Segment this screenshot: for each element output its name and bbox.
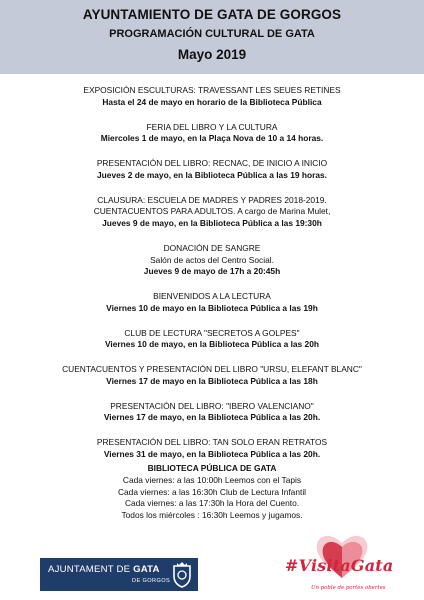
crest-icon — [171, 561, 193, 588]
event-item — [0, 158, 424, 181]
library-item: Todos los miércoles : 16:30h Leemos y jugamos. — [121, 510, 303, 521]
header-month: Mayo 2019 — [177, 47, 247, 62]
header-subtitle: PROGRAMACIÓN CULTURAL DE GATA — [109, 28, 315, 40]
ajuntament-logo-sub: DE GORGOS — [132, 578, 171, 584]
event-item — [0, 291, 424, 314]
event-item — [0, 437, 424, 460]
ajuntament-logo-name: AJUNTAMENT DE GATA — [48, 564, 160, 575]
library-section — [0, 463, 424, 522]
event-item — [0, 401, 424, 424]
event-line: FERIA DEL LIBRO Y LA CULTURA — [146, 121, 278, 132]
visita-gata-logo — [281, 530, 394, 596]
event-date: Jueves 9 de mayo, en la Biblioteca Pública a las 19:30h — [102, 217, 322, 228]
event-date: Viernes 31 de mayo, en la Biblioteca Pública a las 20h. — [103, 448, 321, 459]
event-item — [0, 195, 424, 230]
event-date: Miercoles 1 de mayo, en la Plaça Nova de 10 a 14 horas. — [100, 133, 324, 144]
event-date: Viernes 17 de mayo, en la Biblioteca Pública a las 20h. — [103, 412, 321, 423]
visita-gata-tag: #VisitaGata — [285, 556, 394, 575]
library-title: BIBLIOTECA PÚBLICA DE GATA — [147, 463, 277, 473]
library-item: Cada viernes: a las 17:30h la Hora del Cuento. — [124, 498, 300, 509]
event-line: PRESENTACIÓN DEL LIBRO: "IBERO VALENCIANO" — [110, 400, 314, 411]
library-item: Cada viernes: a las 16:30h Club de Lectura Infantil — [117, 486, 307, 497]
event-date: Viernes 10 de mayo, en la Biblioteca Pública a las 20h — [105, 339, 319, 350]
event-item — [0, 85, 424, 108]
header-title: AYUNTAMIENTO DE GATA DE GORGOS — [82, 7, 342, 22]
event-line: CLUB DE LECTURA "SECRETOS A GOLPES" — [124, 327, 300, 338]
event-line: DONACIÓN DE SANGRE — [163, 242, 261, 253]
event-item — [0, 243, 424, 278]
event-line: EXPOSICIÓN ESCULTURAS: TRAVESSANT LES SEUES RETINES — [83, 85, 341, 95]
event-line: PRESENTACIÓN DEL LIBRO: RECNAC, DE INICIO A INICIO — [96, 158, 328, 169]
event-date: Viernes 17 de mayo en la Biblioteca Pública a las 18h — [106, 375, 318, 386]
event-list — [0, 85, 424, 474]
library-item: Cada viernes: a las 10:00h Leemos con el Tapis — [122, 474, 302, 485]
event-line: CLAUSURA: ESCUELA DE MADRES Y PADRES 2018-2019. — [97, 194, 327, 205]
event-item — [0, 122, 424, 145]
event-line: PRESENTACIÓN DEL LIBRO: TAN SOLO ERAN RETRATOS — [96, 437, 328, 448]
event-date: Jueves 9 de mayo de 17h a 20:45h — [143, 266, 281, 277]
event-item — [0, 328, 424, 351]
event-line: CUENTACUENTOS PARA ADULTOS. A cargo de Marina Mulet, — [93, 206, 331, 217]
visita-gata-slogan: Un poble de portes obertes — [311, 585, 386, 591]
event-line: BIENVENIDOS A LA LECTURA — [153, 291, 271, 302]
event-date: Jueves 2 de mayo, en la Biblioteca Pública a las 19 horas. — [97, 169, 327, 180]
page-header — [0, 0, 424, 74]
event-item — [0, 364, 424, 387]
event-date: Hasta el 24 de mayo en horario de la Biblioteca Pública — [102, 96, 322, 107]
event-line: CUENTACUENTOS Y PRESENTACIÓN DEL LIBRO "URSU, ELEFANT BLANC" — [62, 364, 362, 375]
event-line: Salón de actos del Centro Social. — [150, 254, 274, 265]
event-date: Viernes 10 de mayo en la Biblioteca Pública a las 19h — [106, 302, 318, 313]
